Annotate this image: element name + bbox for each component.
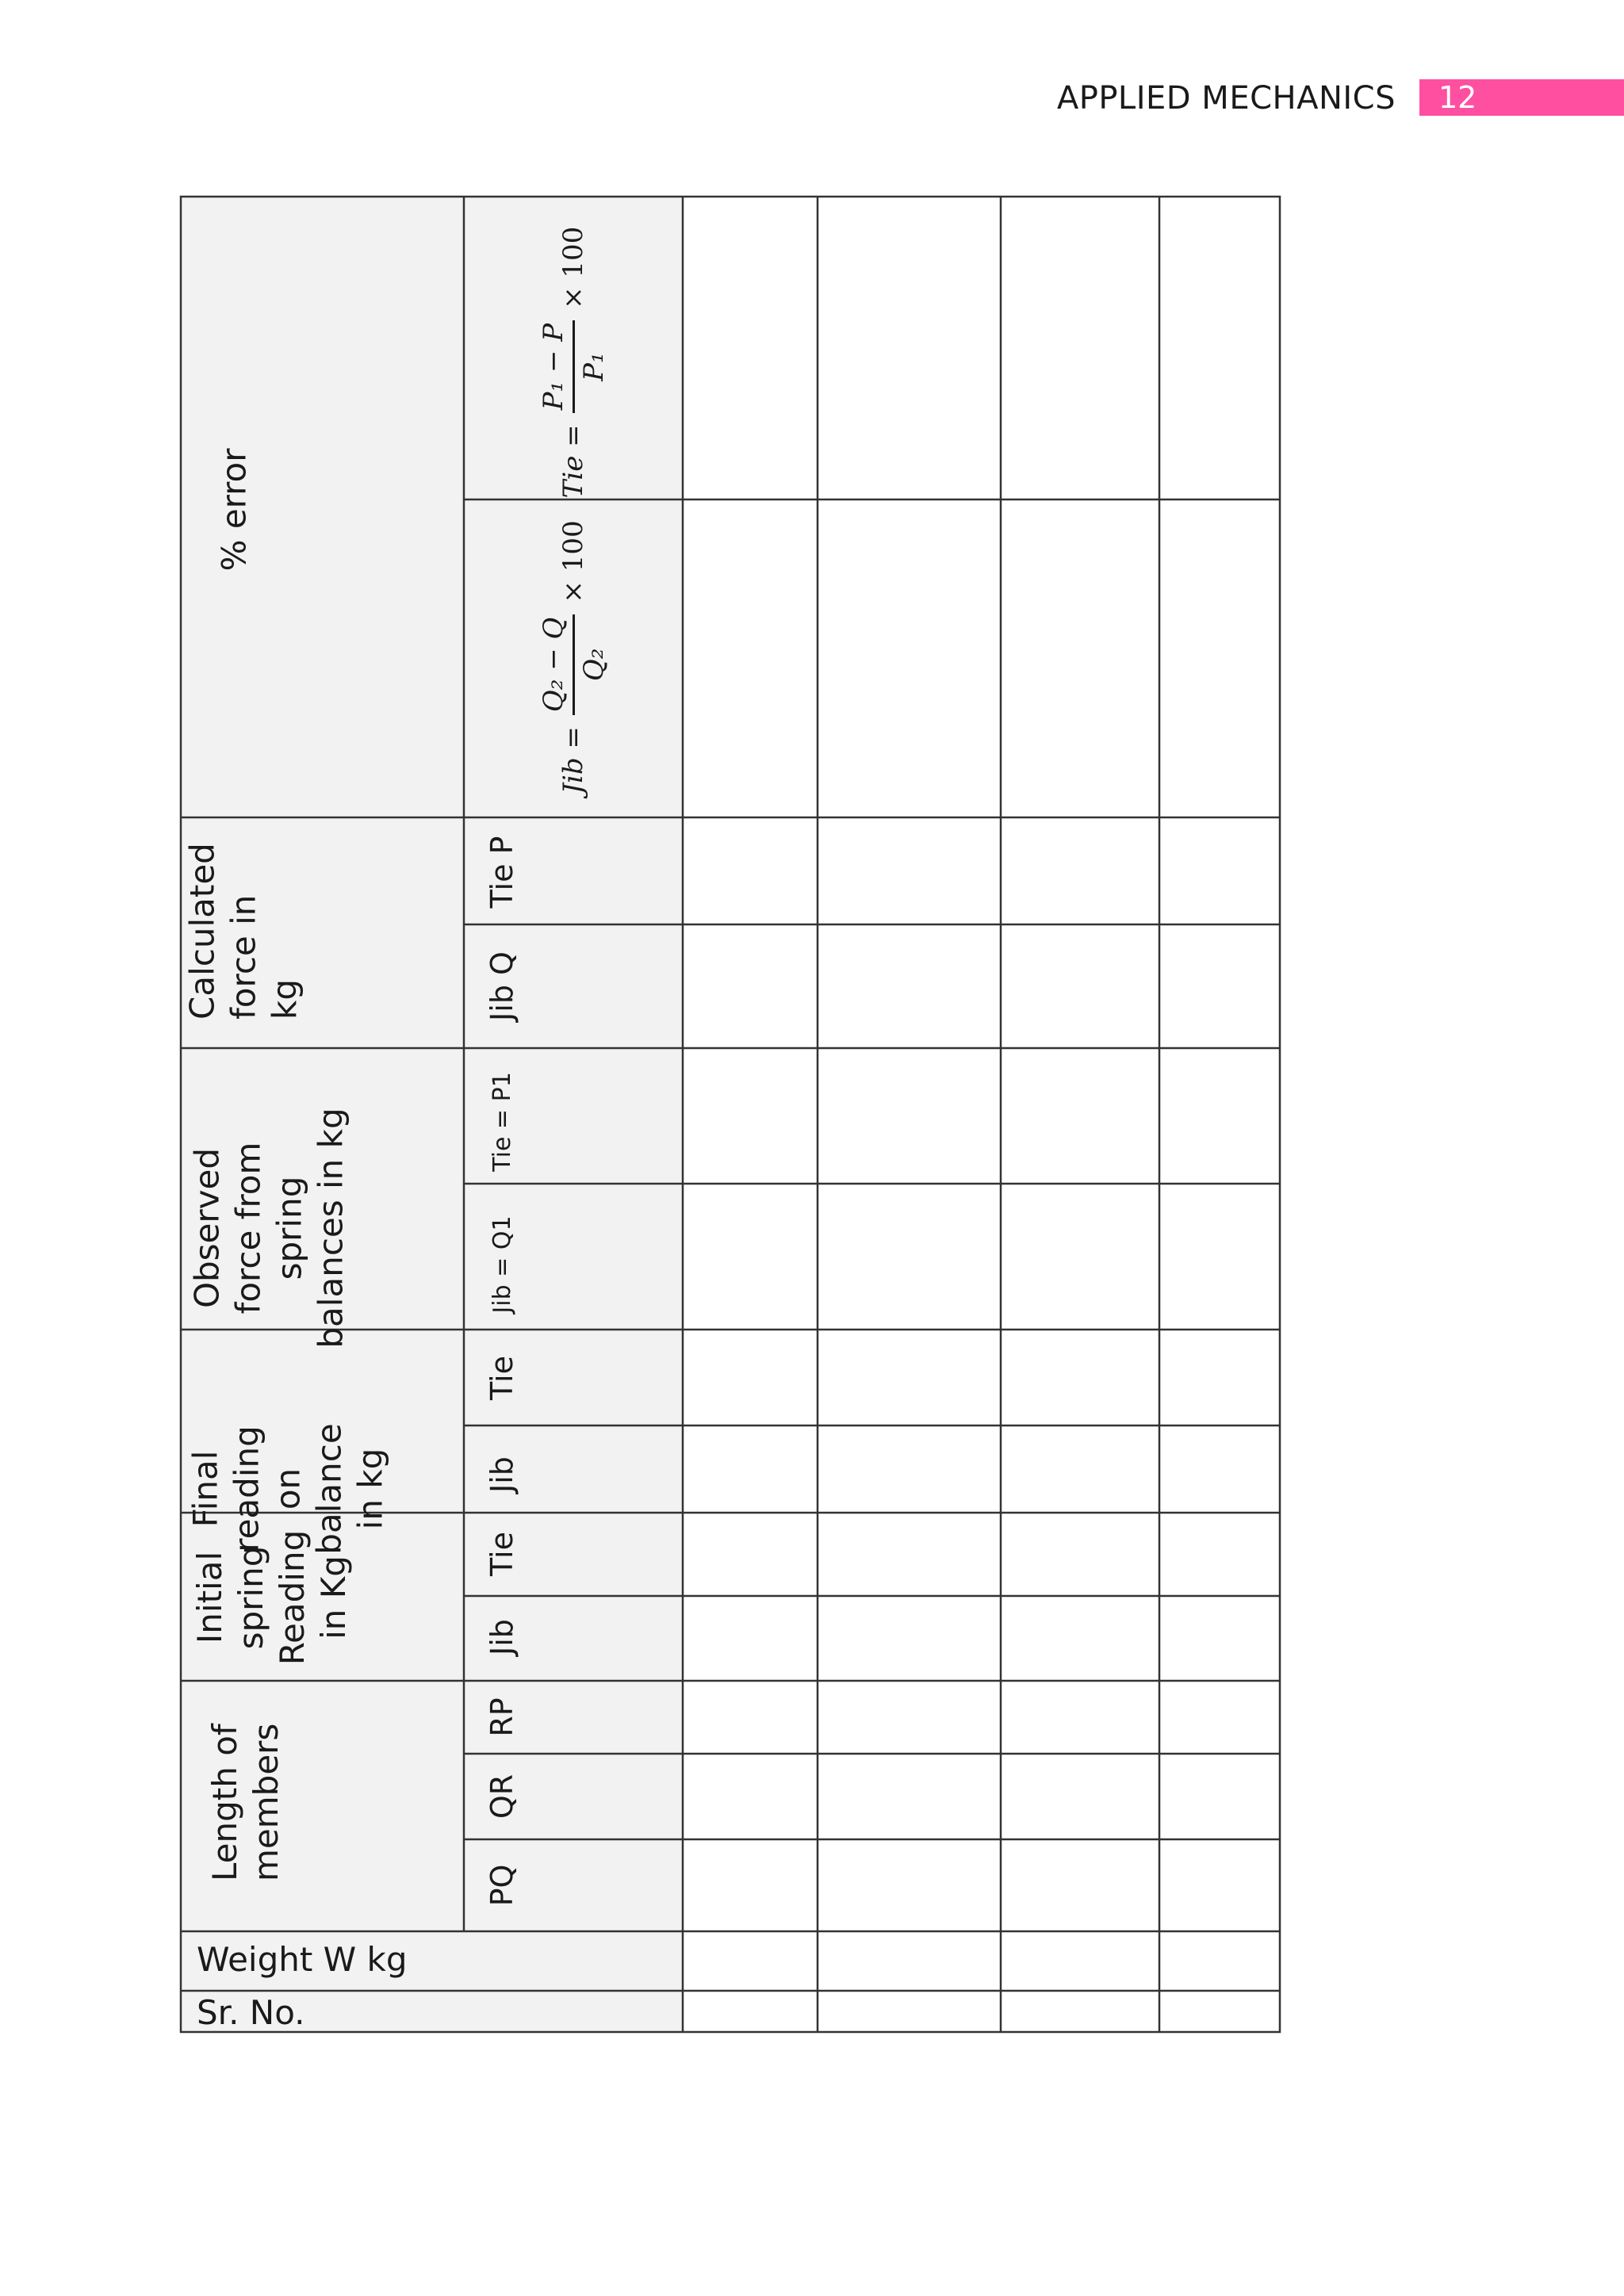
subheader-init-tie: Tie: [485, 1532, 519, 1576]
calculated-force-label: Calculated force in kg: [182, 843, 304, 1020]
error-tie-label: Tie =: [557, 424, 589, 499]
group-header-initial-reading: [190, 1513, 353, 1682]
subheader-calc-tie: Tie P: [485, 836, 519, 909]
subheader-len-rp: RP: [485, 1697, 519, 1737]
error-formula-jib: [534, 442, 613, 873]
group-header-weight: Weight W kg: [197, 1940, 408, 1979]
error-jib-numerator: Q₂ − Q: [538, 614, 575, 715]
section-title: APPLIED MECHANICS: [1056, 80, 1396, 117]
group-header-percent-error: % error: [214, 448, 254, 572]
subheader-calc-jib: Jib Q: [485, 951, 519, 1021]
error-tie-fraction: [538, 320, 610, 414]
error-tie-numerator: P₁ − P: [538, 320, 575, 414]
subheader-final-tie: Tie: [485, 1356, 519, 1400]
page-number-badge: 12: [1419, 79, 1624, 116]
error-tie-denominator: P₁: [577, 352, 610, 381]
group-header-calculated-force: [182, 817, 304, 1048]
group-header-observed-force: [187, 1088, 350, 1369]
subheader-init-jib: Jib: [485, 1619, 519, 1655]
error-jib-denominator: Q₂: [577, 648, 610, 682]
subheader-obs-jib: Jib = Q1: [488, 1215, 516, 1314]
subheader-len-qr: QR: [485, 1774, 519, 1820]
initial-reading-label: Initial spring Reading in Kg: [190, 1529, 353, 1666]
error-jib-fraction: [538, 614, 610, 715]
observed-force-label: Observed force from spring balances in kg: [187, 1108, 350, 1349]
subheader-final-jib: Jib: [485, 1456, 519, 1493]
length-of-members-label: Length of members: [205, 1723, 285, 1881]
group-header-sr-no: Sr. No.: [197, 1993, 305, 2032]
error-jib-multiplier: × 100: [557, 520, 589, 603]
error-jib-label: Jib =: [557, 726, 589, 794]
final-reading-label: Final reading on balance in kg: [186, 1423, 390, 1555]
subheader-len-pq: PQ: [485, 1864, 519, 1907]
subheader-obs-tie: Tie = P1: [488, 1072, 516, 1172]
group-header-length-of-members: [202, 1677, 289, 1927]
error-tie-multiplier: × 100: [557, 226, 589, 309]
